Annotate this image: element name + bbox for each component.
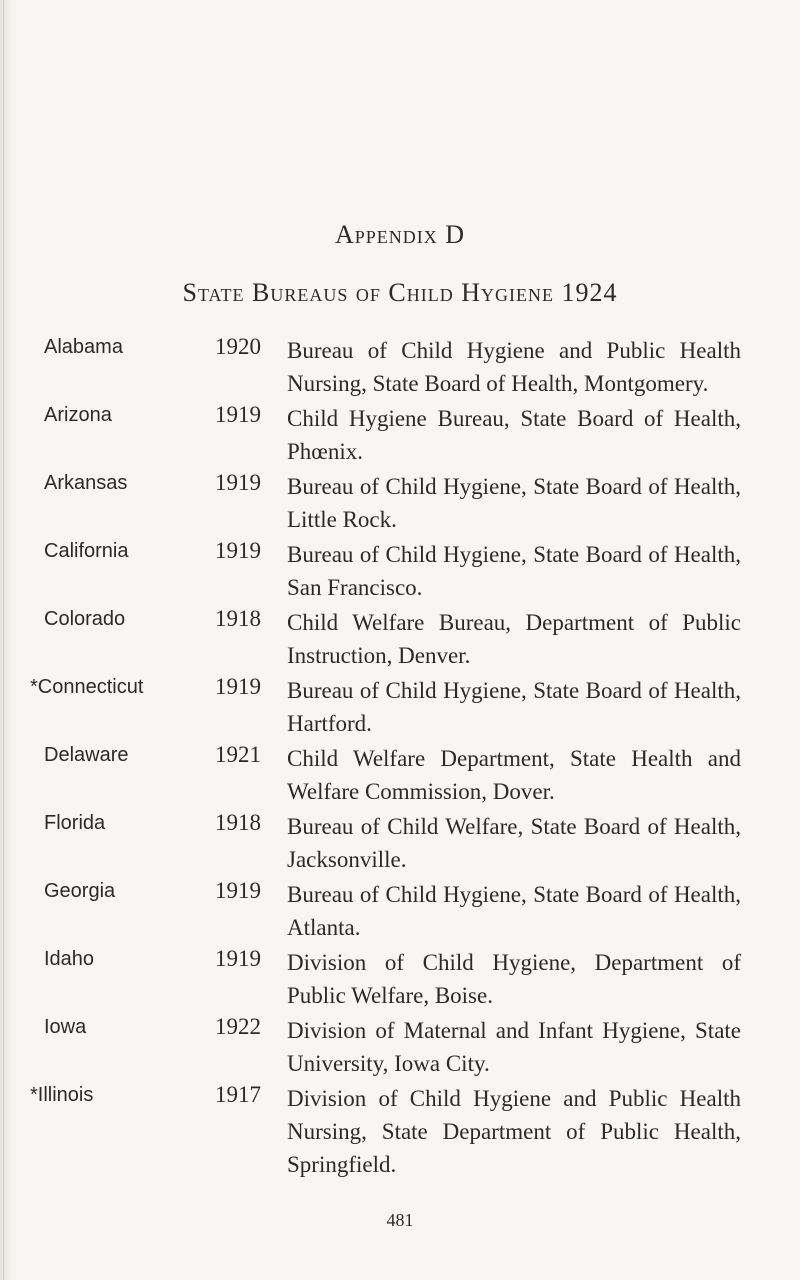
bureau-description: Bureau of Child Hygiene, State Board of Health, Atlanta. <box>287 882 741 940</box>
list-item <box>0 402 800 468</box>
bureau-description: Bureau of Child Hygiene, State Board of Health, San Francisco. <box>287 542 741 600</box>
state-name: Arizona <box>44 404 112 426</box>
list-item <box>0 538 800 604</box>
list-item <box>0 470 800 536</box>
state-name: Arkansas <box>44 472 128 494</box>
state-name: Florida <box>44 812 106 834</box>
state-name: *Connecticut <box>30 676 144 698</box>
bureau-description: Bureau of Child Hygiene and Public Health Nursing, State Board of Health, Montgomery. <box>287 338 741 396</box>
established-year: 1919 <box>215 402 261 427</box>
list-item <box>0 674 800 740</box>
bureau-description: Child Welfare Bureau, Department of Public Instruction, Denver. <box>287 610 741 668</box>
established-year: 1917 <box>215 1082 261 1107</box>
state-name: *Illinois <box>30 1084 94 1106</box>
established-year: 1918 <box>215 810 261 835</box>
list-item <box>0 1014 800 1080</box>
established-year: 1919 <box>215 674 261 699</box>
list-item <box>0 878 800 944</box>
list-item <box>0 742 800 808</box>
bureau-description: Division of Child Hygiene and Public Health Nursing, State Department of Public Health, Springfield. <box>287 1086 741 1177</box>
page-title: State Bureaus of Child Hygiene 1924 <box>182 278 618 307</box>
state-name: Delaware <box>44 744 129 766</box>
list-item <box>0 606 800 672</box>
bureau-description: Child Welfare Department, State Health and Welfare Commission, Dover. <box>287 746 741 804</box>
state-name: Iowa <box>44 1016 87 1038</box>
appendix-title: Appendix D <box>334 220 466 249</box>
established-year: 1919 <box>215 470 261 495</box>
bureau-description: Division of Maternal and Infant Hygiene, State University, Iowa City. <box>287 1018 741 1076</box>
state-name: California <box>44 540 129 562</box>
list-item <box>0 1082 800 1181</box>
established-year: 1918 <box>215 606 261 631</box>
list-item <box>0 946 800 1012</box>
bureau-description: Division of Child Hygiene, Department of Public Welfare, Boise. <box>287 950 741 1008</box>
established-year: 1921 <box>215 742 261 767</box>
state-name: Idaho <box>44 948 95 970</box>
established-year: 1919 <box>215 946 261 971</box>
state-name: Alabama <box>44 336 123 358</box>
bureau-description: Bureau of Child Hygiene, State Board of Health, Little Rock. <box>287 474 741 532</box>
list-item <box>0 334 800 400</box>
established-year: 1920 <box>215 334 261 359</box>
bureau-description: Bureau of Child Welfare, State Board of Health, Jacksonville. <box>287 814 741 872</box>
state-name: Georgia <box>44 880 116 902</box>
bureau-description: Bureau of Child Hygiene, State Board of Health, Hartford. <box>287 678 741 736</box>
bureau-description: Child Hygiene Bureau, State Board of Health, Phœnix. <box>287 406 741 464</box>
list-item <box>0 810 800 876</box>
bureau-list <box>0 334 800 1183</box>
state-name: Colorado <box>44 608 126 630</box>
established-year: 1922 <box>215 1014 261 1039</box>
established-year: 1919 <box>215 538 261 563</box>
established-year: 1919 <box>215 878 261 903</box>
page-number: 481 <box>386 1210 414 1230</box>
